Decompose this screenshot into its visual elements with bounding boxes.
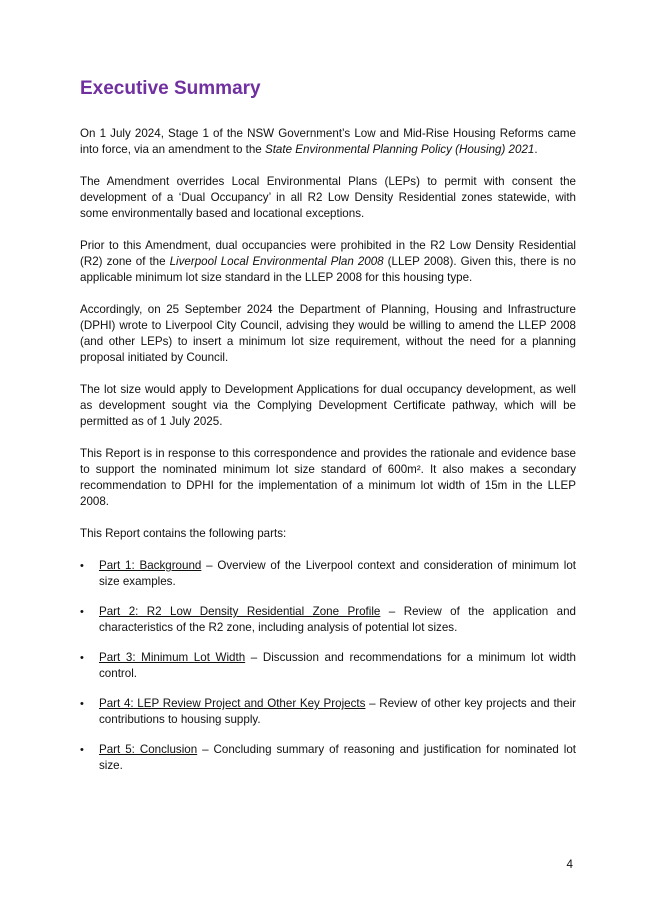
part-5-link[interactable]: Part 5: Conclusion: [99, 743, 198, 756]
paragraph-dphi: Accordingly, on 25 September 2024 the Department of Planning, Housing and Infrastructure (DPHI) wrote to Liverpool City Council, advising they would be willing to amend the LLEP 2008 (and other LEPs) to insert a minimum lot size requirement, without the need for a planning proposal initiated by Council.: [80, 303, 576, 364]
paragraph-parts-intro: This Report contains the following parts:: [80, 527, 287, 540]
bullet-icon: •: [80, 606, 84, 618]
bullet-icon: •: [80, 560, 84, 572]
part-2-link[interactable]: Part 2: R2 Low Density Residential Zone Profile: [99, 605, 381, 618]
bullet-icon: •: [80, 744, 84, 756]
list-item: • Part 3: Minimum Lot Width – Discussion and recommendations for a minimum lot width control.: [80, 651, 577, 680]
list-item: • Part 5: Conclusion – Concluding summary of reasoning and justification for nominated lot size.: [80, 743, 576, 772]
paragraph-prior: Prior to this Amendment, dual occupancies were prohibited in the R2 Low Density Residential (R2) zone of the Liverpool Local Environmental Plan 2008 (LLEP 2008). Given this, there is no applicable minimum lot size standard in the LLEP 2008 for this housing type.: [80, 239, 576, 284]
bullet-icon: •: [80, 698, 84, 710]
bullet-icon: •: [80, 652, 84, 664]
list-item: • Part 2: R2 Low Density Residential Zone Profile – Review of the application and characteristics of the R2 zone, including analysis of potential lot sizes.: [80, 605, 577, 634]
page-title: Executive Summary: [80, 78, 261, 99]
paragraph-lot-size: The lot size would apply to Development Applications for dual occupancy development, as well as development sought via the Complying Development Certificate pathway, which will be permitted as of 1 July 2025.: [80, 383, 576, 428]
part-3-link[interactable]: Part 3: Minimum Lot Width: [99, 651, 246, 664]
lep-title: Liverpool Local Environmental Plan 2008: [169, 255, 384, 268]
parts-list: [80, 558, 576, 774]
paragraph-intro: On 1 July 2024, Stage 1 of the NSW Government’s Low and Mid-Rise Housing Reforms came into force, via an amendment to the State Environmental Planning Policy (Housing) 2021.: [80, 127, 576, 156]
paragraph-amendment: The Amendment overrides Local Environmental Plans (LEPs) to permit with consent the development of a ‘Dual Occupancy’ in all R2 Low Density Residential zones statewide, with some environmentally based and locational exceptions.: [80, 175, 576, 220]
part-4-link[interactable]: Part 4: LEP Review Project and Other Key Projects: [99, 697, 366, 710]
policy-title: State Environmental Planning Policy (Housing) 2021: [264, 143, 535, 156]
paragraph-report: This Report is in response to this correspondence and provides the rationale and evidence base to support the nominated minimum lot size standard of 600m². It also makes a secondary recommendation to DPHI for the implementation of a minimum lot width of 15m in the LLEP 2008.: [80, 447, 576, 508]
part-1-link[interactable]: Part 1: Background: [99, 559, 202, 572]
list-item: • Part 4: LEP Review Project and Other Key Projects – Review of other key projects and their contributions to housing supply.: [80, 697, 576, 726]
body-text: [80, 126, 576, 788]
list-item: • Part 1: Background – Overview of the Liverpool context and consideration of minimum lot size examples.: [80, 559, 576, 588]
page-number: 4: [566, 858, 573, 871]
